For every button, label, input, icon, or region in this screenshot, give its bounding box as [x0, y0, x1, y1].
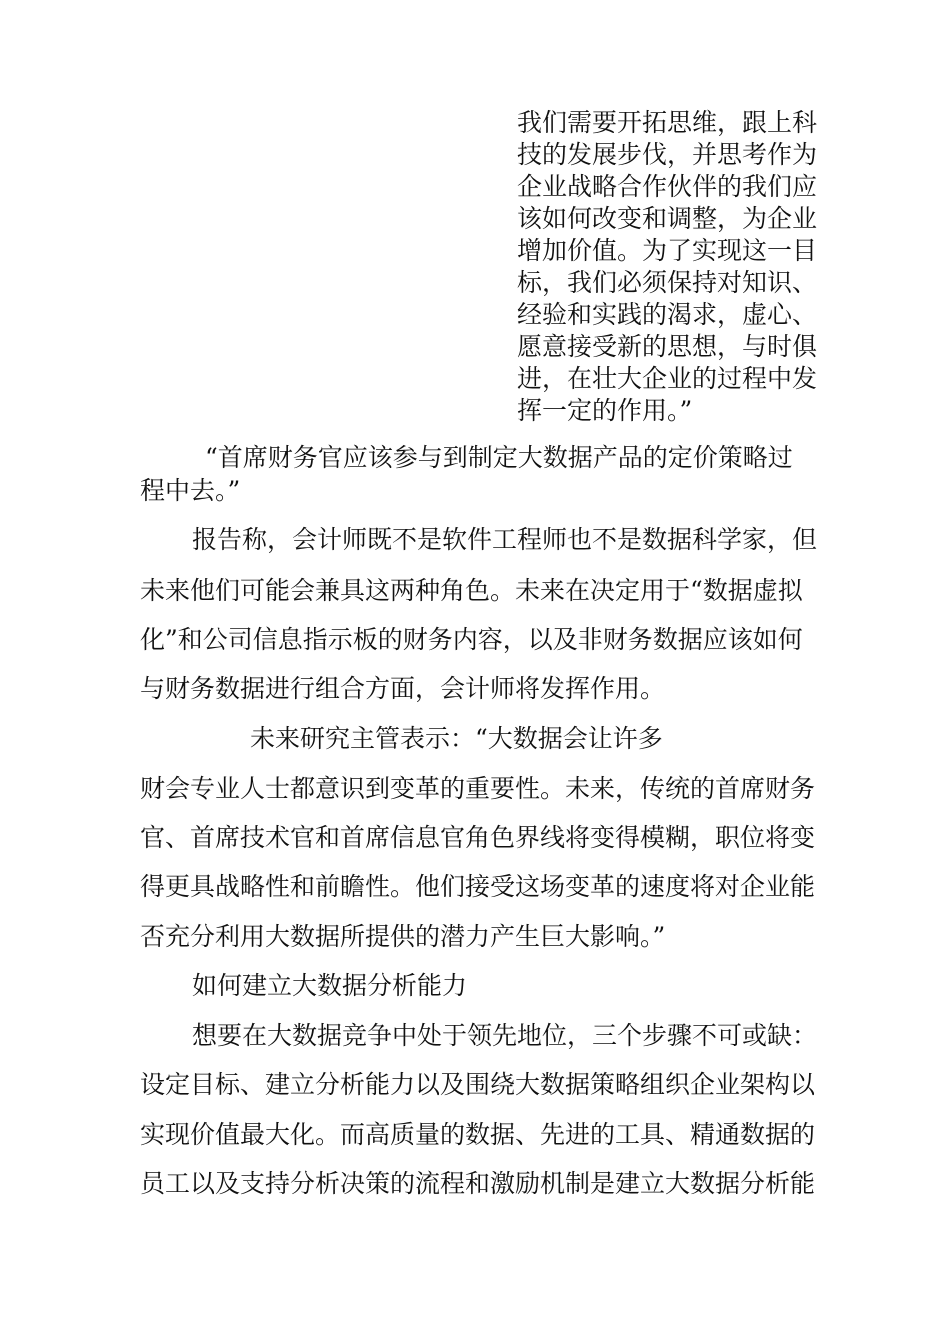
paragraph-line: 未来他们可能会兼具这两种角色。未来在决定用于“数据虚拟: [140, 576, 803, 605]
quote-line: 我们需要开拓思维，跟上科: [517, 108, 818, 137]
section-heading: 如何建立大数据分析能力: [192, 971, 468, 1000]
paragraph-line: 得更具战略性和前瞻性。他们接受这场变革的速度将对企业能: [140, 872, 816, 901]
paragraph-line: 否充分利用大数据所提供的潜力产生巨大影响。”: [140, 922, 666, 951]
quote-line: 技的发展步伐，并思考作为: [517, 140, 818, 169]
quote-line: 进，在壮大企业的过程中发: [517, 364, 818, 393]
paragraph-line: 与财务数据进行组合方面，会计师将发挥作用。: [140, 674, 666, 703]
quote-line: 该如何改变和调整，为企业: [517, 204, 818, 233]
quote-line: 愿意接受新的思想，与时俱: [517, 332, 818, 361]
paragraph-line: 官、首席技术官和首席信息官角色界线将变得模糊，职位将变: [140, 823, 816, 852]
paragraph-line: 财会专业人士都意识到变革的重要性。未来，传统的首席财务: [140, 774, 816, 803]
quote-line: 挥一定的作用。”: [517, 396, 693, 425]
paragraph-line: 化”和公司信息指示板的财务内容，以及非财务数据应该如何: [140, 625, 803, 654]
quote-line: 经验和实践的渴求，虚心、: [517, 300, 818, 329]
paragraph-line: 报告称，会计师既不是软件工程师也不是数据科学家，但: [192, 525, 818, 554]
paragraph-line: 想要在大数据竞争中处于领先地位，三个步骤不可或缺：: [192, 1021, 818, 1050]
paragraph-line: 员工以及支持分析决策的流程和激励机制是建立大数据分析能: [140, 1169, 816, 1198]
quote-line: 企业战略合作伙伴的我们应: [517, 172, 818, 201]
paragraph-line: 实现价值最大化。而高质量的数据、先进的工具、精通数据的: [140, 1120, 816, 1149]
paragraph-line: 未来研究主管表示：“大数据会让许多: [250, 724, 663, 753]
quote-line: 标，我们必须保持对知识、: [517, 268, 818, 297]
paragraph-line: “首席财务官应该参与到制定大数据产品的定价策略过: [205, 443, 793, 472]
paragraph-line: 设定目标、建立分析能力以及围绕大数据策略组织企业架构以: [140, 1070, 816, 1099]
paragraph-line: 程中去。”: [140, 476, 241, 505]
quote-line: 增加价值。为了实现这一目: [517, 236, 818, 265]
